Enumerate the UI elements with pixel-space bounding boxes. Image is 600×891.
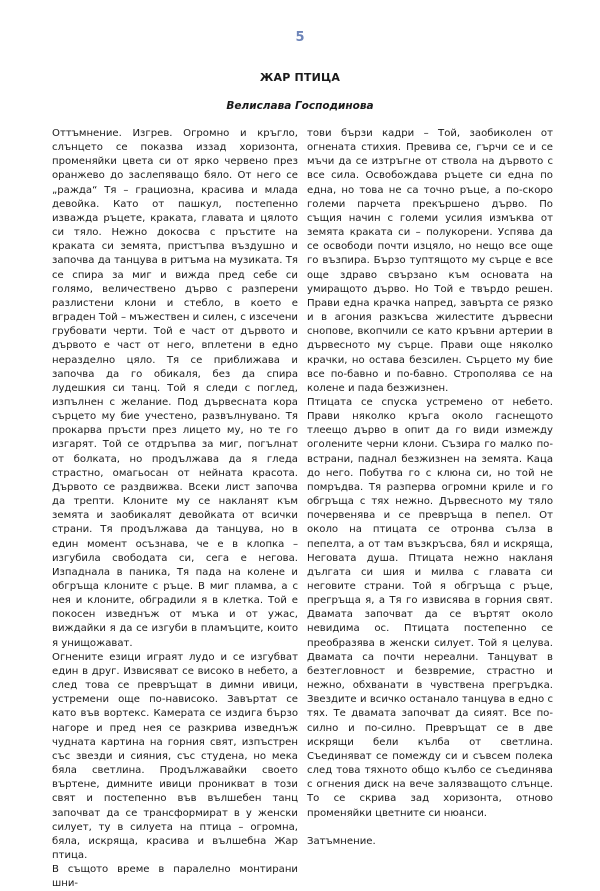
right-column <box>307 127 553 849</box>
paragraph: Огнените езици играят лудо и се изгубват един в друг. Извисяват се високо в небето, а след това се превръщат в димни ивици, устремени още по-нависоко. Завъртат се като във вортекс. Камерата се издига бързо нагоре и пред нея се разкрива изведнъж чудната картина на горния свят, изпъстрен със звезди и сияния, със студена, но мека бяла светлина. Продължавайки своето въртене, димните ивици проникват в този свят и постепенно във вълшебен танц започват да се трансформират в у женски силует, ту в силуета на птица – огромна, бяла, искряща, красива и вълшебна Жар птица. <box>52 651 298 861</box>
paragraph: тови бързи кадри – Той, заобиколен от огнената стихия. Превива се, гърчи се и се мъчи да се изтръгне от ствола на дървото с все сила. Освобождава ръцете си една по една, но това не са точно ръце, а по-скоро големи парчета прекършено дърво. По същия начин с големи усилия измъква от земята краката си – полукорени. Успява да се освободи почти изцяло, но нещо все още го възпира. Бързо туптящото му сърце е все още здраво свързано към основата на умиращото дърво. Но Той е твърдо решен. Прави една крачка напред, завърта се рязко и в агония разкъсва жилестите дървесни снопове, вкопчили се като кръвни артерии в дървесното му сърце. Прави още няколко крачки, но остава безсилен. Сърцето му бие все по-бавно и по-бавно. Строполява се на колене и пада безжизнен. <box>307 128 553 394</box>
paragraph: Затъмнение. <box>307 835 376 847</box>
paragraph: В същото време в паралелно монтирани шни- <box>52 864 298 890</box>
story-title: ЖАР ПТИЦА <box>259 71 341 84</box>
paragraph: Оттъмнение. Изгрев. Огромно и кръгло, слънцето се показва иззад хоризонта, променяйки цвета си от ярко червено през оранжево до заслепяващо бяло. От него се „ражда“ Тя – грациозна, красива и млада девойка. Като от пашкул, постепенно изважда ръцете, краката, главата и цялото си тяло. Нежно докосва с пръстите на краката си земята, пристъпва въздушно и започва да танцува в ритъма на музиката. Тя се спира за миг и вижда пред себе си голямо, величествено дърво с разперени разлистени клони и стебло, в което е вграден Той – мъжествен и силен, с изсечени грубовати черти. Той е част от дървото и дървото е част от него, вплетени в едно неразделно цяло. Тя се приближава и започва да го обикаля, без да спира лудешкия си танц. Той я следи с поглед, изпълнен с желание. Под дървесната кора сърцето му бие учестено, развълнувано. Тя прокарва пръсти през лицето му, но те го изгарят. Той се отдръпва за миг, погълнат от болката, но продължава да я гледа страстно, омагьосан от нейната красота. Дървото се раздвижва. Всеки лист започва да трепти. Клоните му се накланят към земята и заобикалят девойката от всички страни. Тя продължава да танцува, но в един момент осъзнава, че е в клопка – изгубила свободата си, сега е негова. Изпаднала в паника, Тя пада на колене и обгръща клоните с ръце. В миг пламва, а с нея и клоните, обградили я в клетка. Той е покосен изведнъж от мъка и от ужас, виждайки я да се изгуби в пламъците, които я унищожават. <box>52 128 298 649</box>
paragraph: Птицата се спуска устремено от небето. Прави няколко кръга около гаснещото тлеещо дърво в опит да го види измежду оголените черни клони. Съзира го малко по-встрани, паднал безжизнен на земята. Каца до него. Побутва го с клюна си, но той не помръдва. Тя разперва огромни криле и го обгръща с тях нежно. Дървесното му тяло почервенява и се превръща в пепел. От около на птицата се отронва сълза в пепелта, а от там възкръсва, бял и искряща, Неговата душа. Птицата нежно накланя дългата си шия и милва с главата си неговите страни. Той я обгръща с ръце, прегръща я, а Тя го извисява в горния свят. Двамата започват да се въртят около невидима ос. Птицата постепенно се преобразява в женски силует. Той я целува. Двамата са почти нереални. Танцуват в безтегловност и безвремие, страстно и нежно, обхванати в чувствена прегръдка. Звездите и всичко останало танцува в едно с тях. Те двамата започват да сияят. Все по-силно и по-силно. Превръщат се в две искрящи бели кълба от светлина. Съединяват се помежду си и съвсем полека след това тяхното общо кълбо се съединява с огнения диск на вече залязващото слънце. То се скрива зад хоризонта, отново променяйки цветните си нюанси. <box>307 396 553 819</box>
left-column <box>52 127 298 891</box>
page-number: 5 <box>295 30 305 45</box>
author-name: Велислава Господинова <box>226 100 374 112</box>
